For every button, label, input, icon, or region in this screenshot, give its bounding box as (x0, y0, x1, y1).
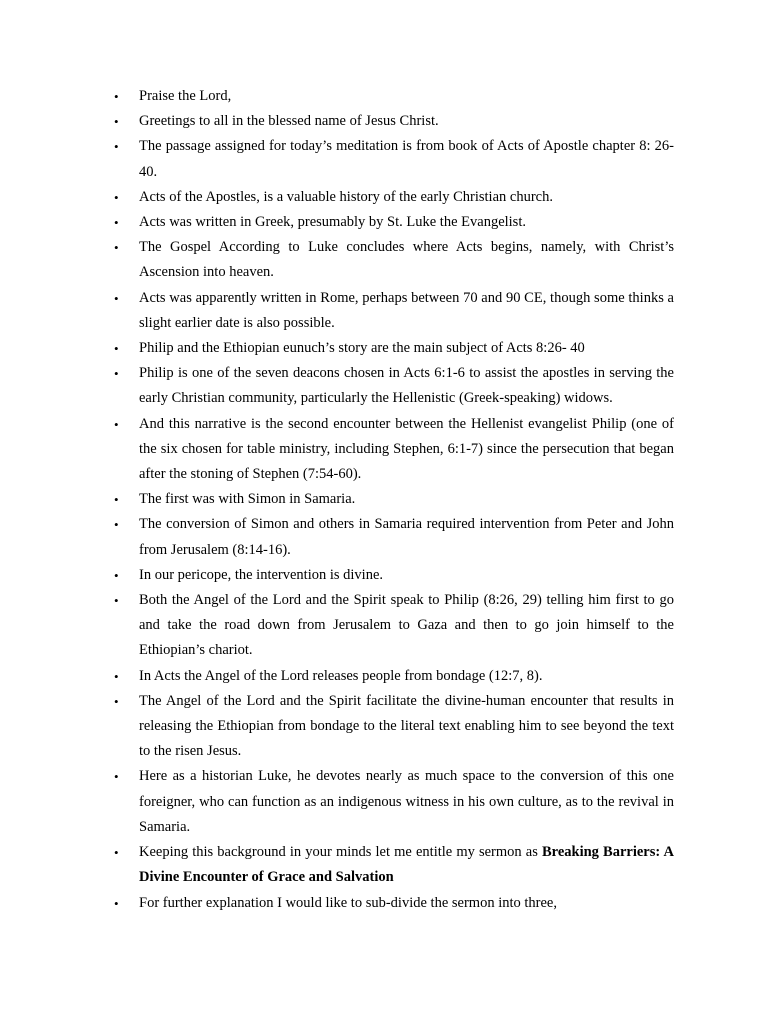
list-item (112, 286, 674, 336)
list-item (112, 588, 674, 664)
list-item-text: The conversion of Simon and others in Samaria required intervention from Peter and John from Jerusalem (8:14-16). (139, 516, 674, 558)
list-item (112, 764, 674, 840)
bullet-icon: • (114, 693, 119, 709)
list-item-text: Praise the Lord, (139, 88, 232, 104)
list-item (112, 563, 674, 588)
list-item-text: Acts was apparently written in Rome, perhaps between 70 and 90 CE, though some thinks a slight earlier date is also possible. (139, 289, 674, 331)
sermon-title: Breaking Barriers: A Divine Encounter of Grace and Salvation (139, 844, 674, 886)
bullet-icon: • (114, 416, 119, 432)
bullet-icon: • (114, 517, 119, 533)
list-item (112, 109, 674, 134)
list-item-text: The Angel of the Lord and the Spirit facilitate the divine-human encounter that results in releasing the Ethiopian from bondage to the literal text enabling him to see beyond the text to the risen Jesus. (139, 692, 674, 760)
list-item-text: The Gospel According to Luke concludes where Acts begins, namely, with Christ’s Ascension into heaven. (139, 239, 674, 281)
bullet-icon: • (114, 240, 119, 256)
list-item (112, 512, 674, 562)
list-item (112, 361, 674, 411)
list-item (112, 134, 674, 184)
bullet-icon: • (114, 89, 119, 104)
bullet-icon: • (114, 290, 119, 306)
bullet-icon: • (114, 492, 119, 508)
list-item-text: Here as a historian Luke, he devotes nearly as much space to the conversion of this one foreigner, who can function as an indigenous witness in his own culture, as to the revival in Samaria. (139, 768, 674, 835)
list-item-text: In Acts the Angel of the Lord releases people from bondage (12:7, 8). (139, 667, 543, 684)
list-item (112, 84, 674, 109)
list-item-text: Philip and the Ethiopian eunuch’s story are the main subject of Acts 8:26- 40 (139, 340, 585, 357)
bullet-icon: • (114, 139, 119, 155)
list-item-text: The first was with Simon in Samaria. (139, 491, 356, 508)
list-item-text: Both the Angel of the Lord and the Spirit speak to Philip (8:26, 29) telling him first to go and take the road down from Jerusalem to Gaza and then to go join himself to the Ethiopian’s chariot. (139, 592, 674, 659)
bullet-icon: • (114, 189, 119, 205)
list-item (112, 336, 674, 361)
list-item-text: The passage assigned for today’s meditation is from book of Acts of Apostle chapter 8: 26-40. (139, 138, 674, 180)
list-item-text: Acts was written in Greek, presumably by St. Luke the Evangelist. (139, 214, 526, 231)
list-item (112, 235, 674, 285)
list-item (112, 891, 674, 916)
list-item (112, 689, 674, 765)
bullet-list (112, 84, 674, 916)
bullet-icon: • (114, 341, 119, 357)
list-item (112, 185, 674, 210)
list-item-text: Greetings to all in the blessed name of Jesus Christ. (139, 113, 439, 130)
bullet-icon: • (114, 845, 119, 861)
sermon-title-lead: Keeping this background in your minds let me entitle my sermon as (139, 844, 542, 861)
bullet-icon: • (114, 567, 119, 583)
list-item (112, 210, 674, 235)
bullet-icon: • (114, 769, 119, 785)
list-item (112, 412, 674, 488)
bullet-icon: • (114, 668, 119, 684)
bullet-icon: • (114, 114, 119, 130)
bullet-icon: • (114, 593, 119, 609)
list-item-text: Acts of the Apostles, is a valuable history of the early Christian church. (139, 188, 553, 205)
list-item-text: And this narrative is the second encounter between the Hellenist evangelist Philip (one of the six chosen for table ministry, including Stephen, 6:1-7) since the persecution that began after the stoning of Stephen (7:54-60). (139, 415, 674, 483)
bullet-icon: • (114, 215, 119, 231)
list-item-text: Philip is one of the seven deacons chosen in Acts 6:1-6 to assist the apostles in serving the early Christian community, particularly the Hellenistic (Greek-speaking) widows. (139, 365, 674, 407)
list-item-text: In our pericope, the intervention is divine. (139, 566, 384, 583)
sermon-title-item (112, 840, 674, 890)
bullet-icon: • (114, 895, 119, 911)
list-item (112, 487, 674, 512)
bullet-icon: • (114, 366, 119, 382)
list-item-text: For further explanation I would like to sub-divide the sermon into three, (139, 894, 557, 911)
list-item (112, 664, 674, 689)
